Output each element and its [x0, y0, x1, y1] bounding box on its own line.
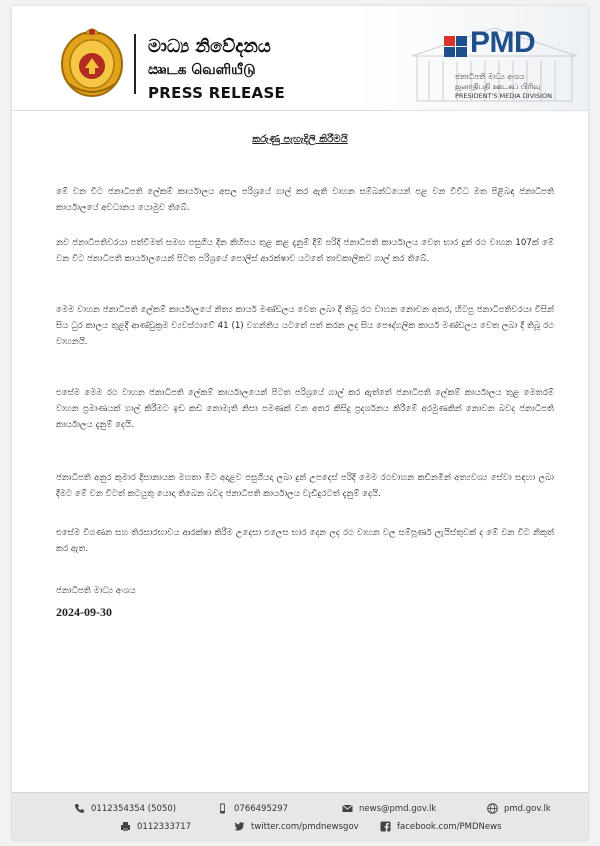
pmd-sub-tamil: ஜனாதிபதி ஊடகப் பிரிவு: [455, 82, 541, 91]
paragraph-3: මෙම වාහන ජනාධිපති ලේකම් කාර්යාලයේ නිත්‍ය කාර්ය මණ්ඩලය වෙත ලබා දී තිබූ රථ වාහන නොවන අතර, හිටපු ජනාධිපතිවරයා විසින් සිය ධුර කාලය තුළදී ආණ්ඩුක්‍රම ව්‍යවස්ථාවේ 41 (1) වගන්තිය යටතේ පත් කරන ලද සිය පෞද්ගලික කාර්ය මණ්ඩලය වෙත ලබා දී තිබූ රථ වාහනයි.: [56, 305, 554, 347]
paragraph-6: එසේම විගණන සහ තිරසාරභාවය ආරක්ෂා කිරීම උදෙසා එලෙස භාර දෙන ලද රථ වාහන වල සම්පූර්ණ ලැයිස්තුවක් ද මේ වන විට නිකුත් කර ඇත.: [56, 528, 554, 554]
header-english: PRESS RELEASE: [148, 84, 286, 102]
email-icon: [342, 803, 353, 814]
footer-twitter-text: twitter.com/pmdnewsgov: [251, 821, 359, 832]
phone-icon: [74, 803, 85, 814]
paragraph-2: නව ජනාධිපතිවරයා පත්වීමත් සමඟ පසුගිය දින කිහිපය තුළ කළ දැනුම් දීම් පරිදි ජනාධිපති කාර්යාලය වෙත භාර දුන් රථ වාහන 107ක් මේ වන විට ජනාධිපති කාර්යාලයෙන් පිටත පරිශ්‍රයේ පොලිස් ආරක්ෂාව යටතේ තාවකාලිකව ගාල් කර තිබේ.: [56, 238, 554, 264]
footer-web[interactable]: [487, 803, 551, 814]
footer-facebook[interactable]: [380, 821, 502, 832]
footer-facebook-text: facebook.com/PMDNews: [397, 821, 502, 832]
signature-name: ජනාධිපති මාධ්‍ය අංශය: [56, 586, 136, 596]
pmd-logo-icon: [444, 34, 470, 58]
mobile-icon: [217, 803, 228, 814]
header-bottom-rule: [12, 110, 588, 111]
press-release-page: [12, 6, 588, 840]
footer-email-text: news@pmd.gov.lk: [359, 803, 437, 814]
footer-mobile-text: 0766495297: [234, 803, 289, 814]
paragraph-5: ජනාධිපති අනුර කුමාර දිසානායක මහතා මීට අදාළව පසුගියදා ලබා දුන් උපදෙස් පරිදි මෙම රථවාහන කඩිනමින් අත්‍යවශ්‍ය සේවා සඳහා ලබා දීමට මේ වන විටත් කටයුතු යොදා තිබෙන බවද ජනාධිපති කාර්යාලය වැඩිදුරටත් දැනුම් දෙයි.: [56, 473, 554, 499]
footer-twitter[interactable]: [234, 821, 359, 832]
pmd-sub-english: PRESIDENT'S MEDIA DIVISION: [455, 92, 552, 100]
globe-icon: [487, 803, 498, 814]
header-tamil: ඎடக வெளியீடு: [148, 62, 256, 78]
signature-date: 2024-09-30: [56, 605, 112, 619]
twitter-icon: [234, 821, 245, 832]
header-sinhala: මාධ්‍ය නිවේදනය: [148, 36, 271, 57]
paragraph-4: එසේම මෙම රථ වාහන ජනාධිපති ලේකම් කාර්යාලයෙන් පිටත පරිශ්‍රයේ ගාල් කර ඇත්තේ ජනාධිපති ලේකම් කාර්යාලය තුළ මෙතරම් වාහන ප්‍රමාණයක් ගාල් කිරීමට ඉඩ කඩ නොමැති නිසා පමණක් වන අතර කිසිදු ප්‍රදර්ශනය කිරීමේ අරමුණකින් නොවන බවද ජනාධිපති කාර්යාලය දැනුම් දෙයි.: [56, 388, 554, 430]
pmd-logo-text: PMD: [470, 26, 536, 59]
footer-phone-text: 0112354354 (5050): [91, 803, 177, 814]
footer-mobile[interactable]: [217, 803, 288, 814]
paragraph-1: මේ වන විට ජනාධිපති ලේකම් කාර්යාලය අසල පරිශ්‍රයේ ගාල් කර ඇති වාහන සම්බන්ධයෙන් පළ වන විවිධ මත පිළිබඳ ජනාධිපති කාර්යාලයේ අවධානය යොමුව තිබේ.: [56, 187, 554, 213]
footer-fax[interactable]: [120, 821, 191, 832]
letterhead: [12, 6, 588, 110]
national-emblem-icon: [57, 24, 127, 98]
footer-fax-text: 0112333717: [137, 821, 192, 832]
pmd-sub-sinhala: ජනාධිපති මාධ්‍ය අංශය: [455, 72, 525, 81]
fax-icon: [120, 821, 131, 832]
document-title: [12, 134, 588, 145]
facebook-icon: [380, 821, 391, 832]
footer-email[interactable]: [342, 803, 436, 814]
title-text: කරුණු පැහැදිලි කිරීමයි: [252, 134, 348, 145]
footer-phone[interactable]: [74, 803, 176, 814]
header-divider: [134, 34, 136, 94]
contact-footer: [12, 792, 588, 840]
footer-web-text: pmd.gov.lk: [504, 803, 551, 814]
